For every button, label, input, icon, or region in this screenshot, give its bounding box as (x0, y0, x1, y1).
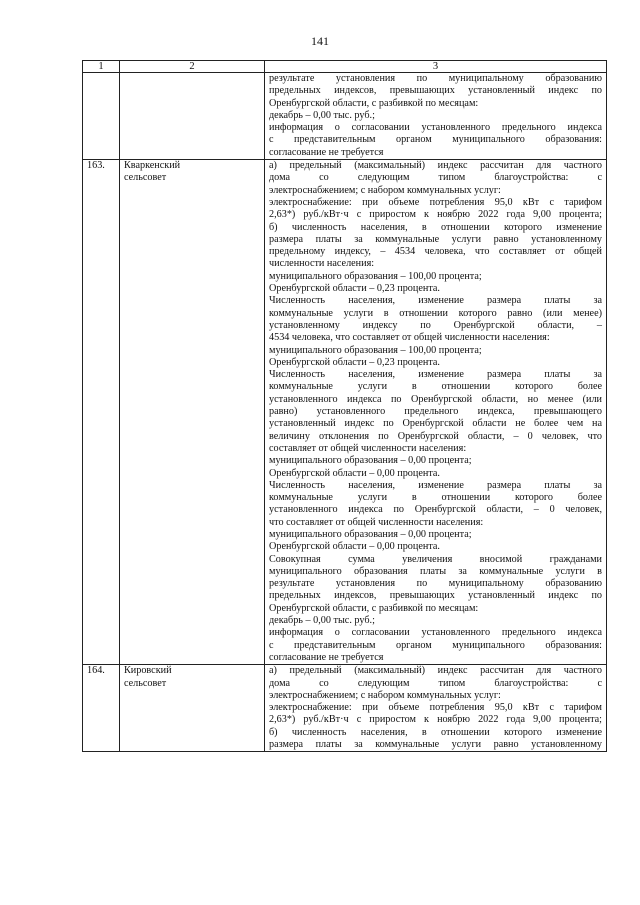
description-line: численности населения: (269, 258, 375, 270)
column-header-2: 2 (120, 61, 265, 73)
description-line: величину отклонения по Оренбургской области, – 0 человек, что (269, 430, 602, 442)
description-line: с представительным органом муниципального образования: (269, 134, 602, 146)
description-line: установленному индексу по Оренбургской области, – (269, 319, 602, 331)
description-line: Оренбургской области, с разбивкой по месяцам: (269, 97, 479, 109)
description-line: Численность населения, изменение размера платы за (269, 479, 602, 491)
description-line: Численность населения, изменение размера платы за (269, 295, 602, 307)
description-line: электроснабжение: при объеме потребления 95,0 кВт с тарифом (269, 702, 602, 714)
description-line: установленный индекс по Оренбургской области не более чем на (269, 418, 602, 430)
description-line: Оренбургской области – 0,00 процента. (269, 541, 440, 553)
description-line: установленного индекса по Оренбургской области, – 0 человек, (269, 504, 602, 516)
description-line: согласование не требуется (269, 651, 384, 663)
description-line: что составляет от общей численности населения: (269, 516, 484, 528)
description-line: а) предельный (максимальный) индекс рассчитан для частного (269, 160, 602, 172)
municipality-name-line: Кировский (124, 665, 172, 677)
description-line: электроснабжением; с набором коммунальных услуг: (269, 689, 501, 701)
table-row (83, 665, 607, 752)
description-line: 4534 человека, что составляет от общей численности населения: (269, 332, 550, 344)
description-line: согласование не требуется (269, 146, 384, 158)
description-line: дома со следующим типом благоустройства: с (269, 172, 602, 184)
municipality-name-line: сельсовет (124, 677, 167, 689)
description-line: муниципального образования платы за коммунальные услуги в (269, 565, 602, 577)
description-line: муниципального образования – 0,00 процента; (269, 455, 472, 467)
description-line: 2,63*) руб./кВт·ч с приростом к ноябрю 2022 года 9,00 процента; (269, 209, 602, 221)
municipality-name-line: сельсовет (124, 172, 167, 184)
description-line: коммунальные услуги в отношении которого равно (или менее) (269, 307, 602, 319)
description-line: а) предельный (максимальный) индекс рассчитан для частного (269, 665, 602, 677)
description-line: 2,63*) руб./кВт·ч с приростом к ноябрю 2022 года 9,00 процента; (269, 714, 602, 726)
description-line: муниципального образования – 100,00 процента; (269, 344, 482, 356)
description-line: декабрь – 0,00 тыс. руб.; (269, 615, 375, 627)
description-line: б) численность населения, в отношении которого изменение (269, 221, 602, 233)
description-line: коммунальные услуги в отношении которого более (269, 492, 602, 504)
row-number: 164. (83, 665, 120, 752)
table-row (83, 73, 607, 160)
index-description (265, 160, 607, 665)
description-line: муниципального образования – 0,00 процента; (269, 528, 472, 540)
table-header-row (83, 61, 607, 73)
description-line: дома со следующим типом благоустройства: с (269, 677, 602, 689)
description-line: Оренбургской области – 0,23 процента. (269, 356, 440, 368)
description-line: электроснабжением; с набором коммунальных услуг: (269, 184, 501, 196)
description-line: установленного индекса по Оренбургской области, но менее (или (269, 393, 602, 405)
municipality-name-line: Кваркенский (124, 160, 181, 172)
description-line: Совокупная сумма увеличения вносимой гражданами (269, 553, 602, 565)
row-number (83, 73, 120, 160)
index-description (265, 73, 607, 160)
description-line: б) численность населения, в отношении которого изменение (269, 726, 602, 738)
description-line: составляет от общей численности населения: (269, 442, 467, 454)
description-line: Численность населения, изменение размера платы за (269, 369, 602, 381)
description-line: декабрь – 0,00 тыс. руб.; (269, 109, 375, 121)
index-description (265, 665, 607, 752)
column-header-3: 3 (265, 61, 607, 73)
document-table (82, 60, 607, 752)
municipality-name (120, 73, 265, 160)
municipality-name (120, 160, 265, 665)
description-line: равно) установленного предельного индекса, превышающего (269, 406, 602, 418)
description-line: с представительным органом муниципального образования: (269, 639, 602, 651)
description-line: результате установления по муниципальному образованию (269, 73, 602, 84)
description-line: Оренбургской области – 0,23 процента. (269, 283, 440, 295)
description-line: предельных индексов, превышающих установленный индекс по (269, 85, 602, 97)
description-line: результате установления по муниципальному образованию (269, 578, 602, 590)
municipality-name (120, 665, 265, 752)
description-line: Оренбургской области – 0,00 процента. (269, 467, 440, 479)
description-line: муниципального образования – 100,00 процента; (269, 270, 482, 282)
description-line: предельных индексов, превышающих установленный индекс по (269, 590, 602, 602)
description-line: размера платы за коммунальные услуги равно установленному (269, 233, 602, 245)
description-line: информация о согласовании установленного предельного индекса (269, 627, 602, 639)
table-row (83, 160, 607, 665)
description-line: электроснабжение: при объеме потребления 95,0 кВт с тарифом (269, 196, 602, 208)
page-number: 141 (311, 34, 329, 48)
description-line: размера платы за коммунальные услуги равно установленному (269, 739, 602, 751)
description-line: предельному индексу, – 4534 человека, что составляет от общей (269, 246, 602, 258)
column-header-1: 1 (83, 61, 120, 73)
description-line: информация о согласовании установленного предельного индекса (269, 122, 602, 134)
description-line: коммунальные услуги в отношении которого более (269, 381, 602, 393)
description-line: Оренбургской области, с разбивкой по месяцам: (269, 602, 479, 614)
row-number: 163. (83, 160, 120, 665)
